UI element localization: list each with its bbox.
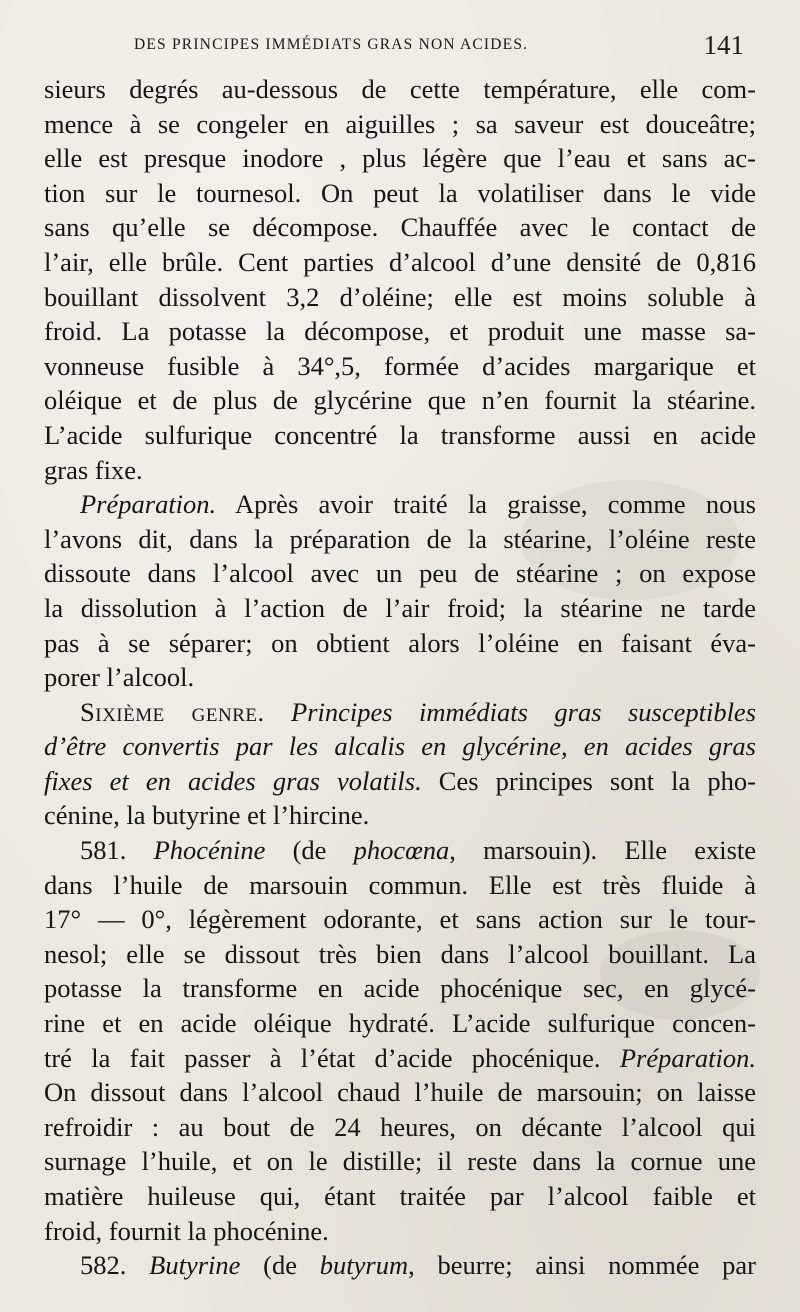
- article-title: Butyrine: [149, 1250, 241, 1281]
- text-line: l’avons dit, dans la préparation de la stéarine, l’oléine reste: [44, 523, 756, 554]
- text-line: gras fixe.: [44, 454, 143, 485]
- text-line: rine et en acide oléique hydraté. L’acide sulfurique concen-: [44, 1008, 756, 1039]
- text-line: d’être convertis par les alcalis en glycérine, en acides gras: [44, 731, 756, 762]
- text-line: tré la fait passer à l’état d’acide phocénique. Préparation.: [44, 1042, 756, 1073]
- text-line: froid, fournit la phocénine.: [44, 1215, 329, 1246]
- text-line: Préparation. Après avoir traité la graisse, comme nous: [80, 489, 756, 520]
- article-number: 581.: [80, 835, 154, 866]
- text-line: refroidir : au bout de 24 heures, on décante l’alcool qui: [44, 1111, 756, 1142]
- text-line: surnage l’huile, et on le distille; il reste dans la cornue une: [44, 1146, 756, 1177]
- section-label: Préparation.: [80, 489, 217, 520]
- text-line: 582. Butyrine (de butyrum, beurre; ainsi nommée par: [80, 1250, 756, 1281]
- section-label: Préparation.: [619, 1042, 756, 1073]
- text-line: matière huileuse qui, étant traitée par l’alcool faible et: [44, 1181, 756, 1211]
- text-line: mence à se congeler en aiguilles ; sa saveur est douceâtre;: [44, 108, 756, 139]
- text-line: On dissout dans l’alcool chaud l’huile de marsouin; on laisse: [44, 1077, 756, 1108]
- text-line: 581. Phocénine (de phocœna, marsouin). Elle existe: [80, 835, 756, 866]
- text-line: Sixième genre. Principes immédiats gras susceptibles: [80, 696, 756, 727]
- text-line: nesol; elle se dissout très bien dans l’alcool bouillant. La: [44, 938, 756, 969]
- text-line: potasse la transforme en acide phocénique sec, en glycé-: [44, 973, 756, 1004]
- text-line: froid. La potasse la décompose, et produit une masse sa-: [44, 316, 756, 347]
- article-title: Phocénine: [153, 835, 266, 866]
- genre-heading: Sixième genre.: [80, 696, 265, 727]
- text-line: sans qu’elle se décompose. Chauffée avec le contact de: [44, 212, 756, 243]
- page-number: 141: [703, 30, 744, 60]
- running-title: DES PRINCIPES IMMÉDIATS GRAS NON ACIDES.: [134, 36, 529, 53]
- text-line: dissoute dans l’alcool avec un peu de stéarine ; on expose: [44, 558, 756, 589]
- article-number: 582.: [80, 1250, 150, 1281]
- text-line: l’air, elle brûle. Cent parties d’alcool d’une densité de 0,816: [44, 246, 756, 277]
- text-line: cénine, la butyrine et l’hircine.: [44, 800, 370, 831]
- text-line: 17° — 0°, légèrement odorante, et sans action sur le tour-: [44, 904, 756, 935]
- text-line: bouillant dissolvent 3,2 d’oléine; elle est moins soluble à: [44, 281, 756, 312]
- text-line: vonneuse fusible à 34°,5, formée d’acides margarique et: [44, 350, 756, 381]
- text-line: dans l’huile de marsouin commun. Elle est très fluide à: [44, 869, 756, 900]
- running-head: [134, 30, 744, 62]
- text-line: porer l’alcool.: [44, 662, 195, 693]
- text-line: elle est presque inodore , plus légère que l’eau et sans ac-: [44, 143, 756, 174]
- text-line: L’acide sulfurique concentré la transforme aussi en acide: [44, 419, 756, 450]
- text-line: tion sur le tournesol. On peut la volatiliser dans le vide: [44, 177, 756, 208]
- text-line: pas à se séparer; on obtient alors l’oléine en faisant éva-: [44, 627, 756, 658]
- text-line: fixes et en acides gras volatils. Ces principes sont la pho-: [44, 765, 756, 796]
- text-line: sieurs degrés au-dessous de cette température, elle com-: [44, 74, 756, 104]
- text-line: oléique et de plus de glycérine que n’en fournit la stéarine.: [44, 385, 756, 416]
- text-line: la dissolution à l’action de l’air froid; la stéarine ne tarde: [44, 592, 756, 623]
- body-text: [44, 72, 756, 1283]
